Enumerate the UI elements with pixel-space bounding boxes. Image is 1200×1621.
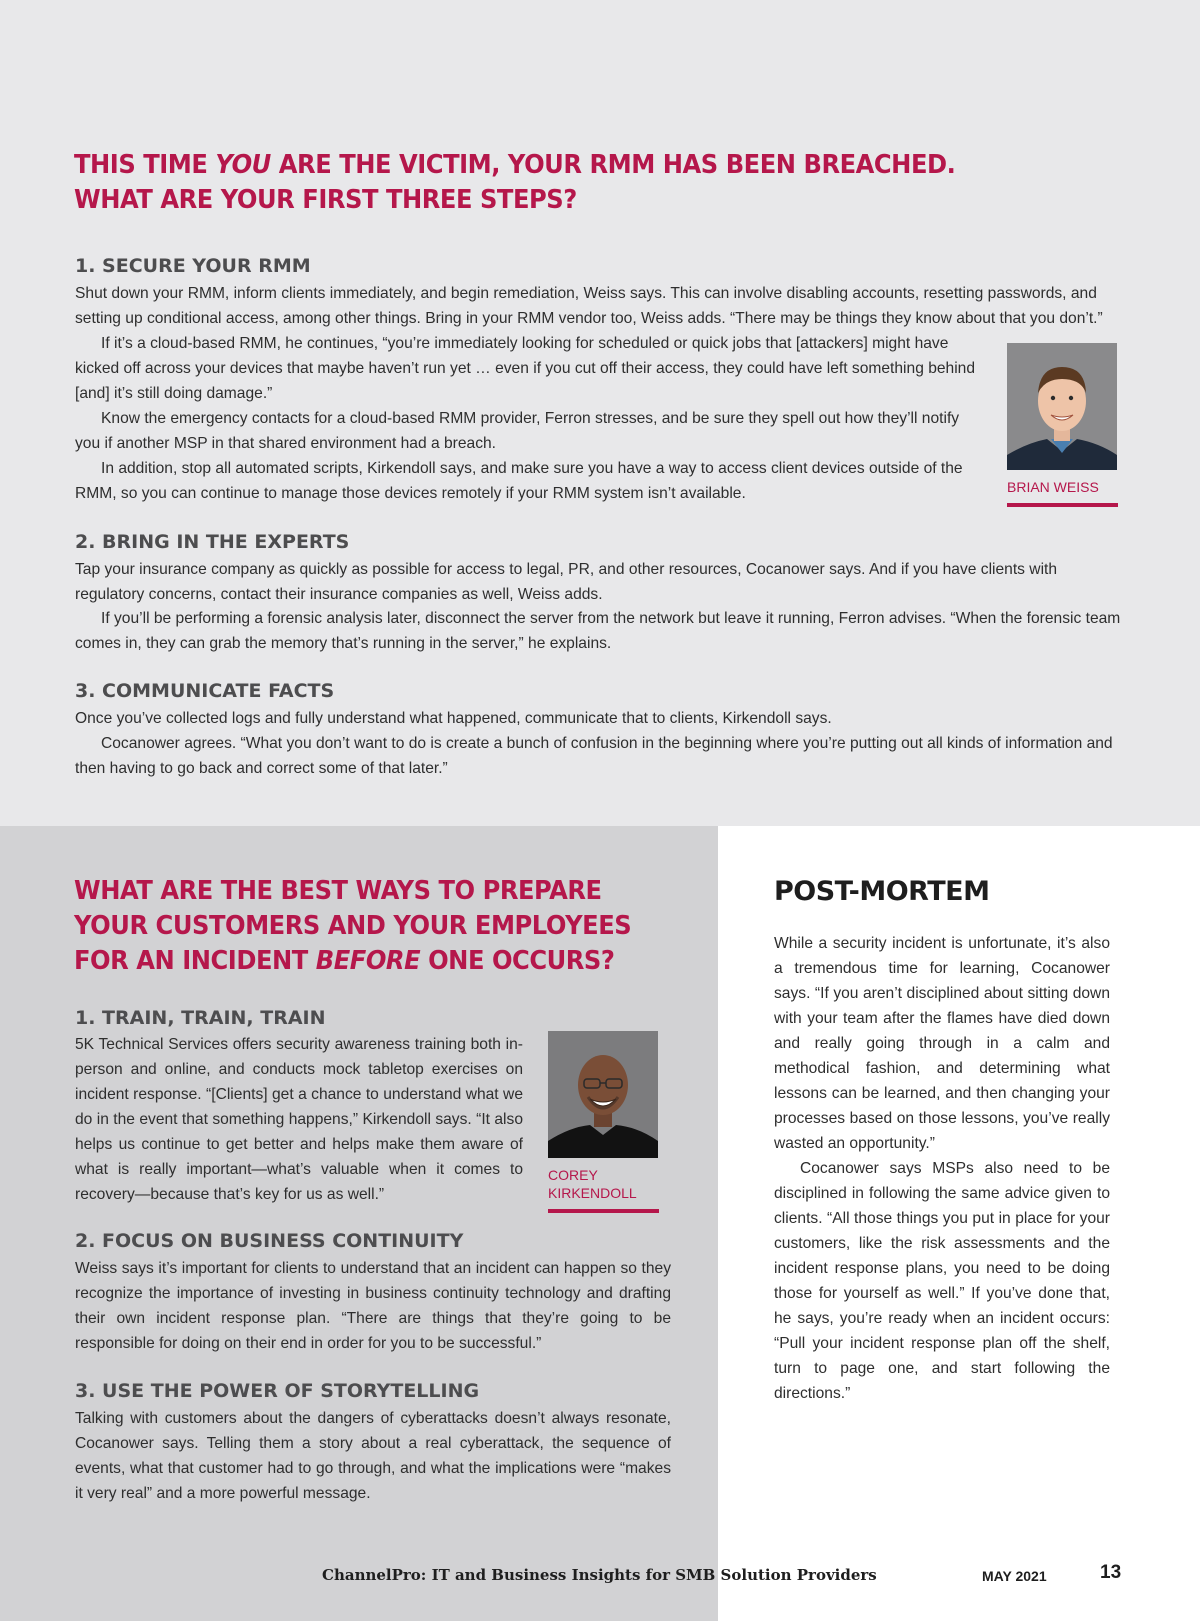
section2-step3-p1: Talking with customers about the dangers of cyberattacks doesn’t always resonate, Cocanower says. Telling them a story about a real cyberattack, the sequence of events, what that customer had to go through, and what the implications were “makes it very real” and a more powerful message. xyxy=(75,1410,671,1502)
section2-step1-heading: 1. TRAIN, TRAIN, TRAIN xyxy=(75,1007,326,1029)
section2-step3-heading: 3. USE THE POWER OF STORYTELLING xyxy=(75,1380,480,1402)
postmortem-p1: While a security incident is unfortunate, it’s also a tremendous time for learning, Cocanower says. “If you aren’t disciplined about sitting down with your team after the flames have died down and really going through in a calm and methodical fashion, and determining what lessons can be learned, and then changing your processes based on those lessons, you’ve really wasted an opportunity.” xyxy=(774,935,1110,1152)
section1-headline xyxy=(74,148,955,218)
corey-kirkendoll-caption-line1: COREY xyxy=(548,1167,598,1183)
corey-kirkendoll-caption-bar xyxy=(548,1209,659,1213)
section2-headline-line2: YOUR CUSTOMERS AND YOUR EMPLOYEES xyxy=(74,911,632,941)
brian-weiss-caption: BRIAN WEISS xyxy=(1007,479,1099,495)
section1-step1-p4: In addition, stop all automated scripts, Kirkendoll says, and make sure you have a way to access client devices outside of the RMM, so you can continue to manage those devices remotely if your RMM system isn’t available. xyxy=(75,460,963,502)
footer-date: MAY 2021 xyxy=(982,1568,1047,1584)
section1-headline-line2: WHAT ARE YOUR FIRST THREE STEPS? xyxy=(74,185,577,215)
footer-publication: ChannelPro: IT and Business Insights for SMB Solution Providers xyxy=(322,1566,877,1584)
section1-step3-p2: Cocanower agrees. “What you don’t want to do is create a bunch of confusion in the beginning where you’re putting out all kinds of information and then having to go back and correct some of that later.” xyxy=(75,735,1113,777)
section1-step2-p2: If you’ll be performing a forensic analysis later, disconnect the server from the network but leave it running, Ferron advises. “When the forensic team comes in, they can grab the memory that’s running in the server,” he explains. xyxy=(75,610,1121,652)
section1-step2-p1: Tap your insurance company as quickly as possible for access to legal, PR, and other resources, Cocanower says. And if you have clients with regulatory concerns, contact their insurance companies as well, Weiss adds. xyxy=(75,561,1058,603)
footer-page-number: 13 xyxy=(1100,1562,1122,1583)
corey-kirkendoll-caption xyxy=(548,1166,637,1202)
brian-weiss-photo xyxy=(1007,343,1117,470)
section1-step1-heading: 1. SECURE YOUR RMM xyxy=(75,255,311,277)
brian-weiss-portrait-icon xyxy=(1007,343,1117,470)
section1-step3-p1: Once you’ve collected logs and fully understand what happened, communicate that to clients, Kirkendoll says. xyxy=(75,710,832,727)
section2-headline-line1: WHAT ARE THE BEST WAYS TO PREPARE xyxy=(74,876,602,906)
section1-step1-p3: Know the emergency contacts for a cloud-based RMM provider, Ferron stresses, and be sure they spell out how they’ll notify you if another MSP in that shared environment had a breach. xyxy=(75,410,960,452)
section2-headline xyxy=(74,874,631,979)
section1-step3-heading: 3. COMMUNICATE FACTS xyxy=(75,680,335,702)
section2-step1-p1: 5K Technical Services offers security awareness training both in-person and online, and conducts mock tabletop exercises on incident response. “[Clients] get a chance to understand what we do in the event that something happens,” Kirkendoll says. “It also helps us continue to get better and helps make them aware of what is really important—what’s valuable when it comes to recovery—because that’s key for us as well.” xyxy=(75,1036,523,1203)
brian-weiss-caption-bar xyxy=(1007,503,1118,507)
corey-kirkendoll-photo xyxy=(548,1031,658,1158)
section1-step1-p1: Shut down your RMM, inform clients immediately, and begin remediation, Weiss says. This can involve disabling accounts, resetting passwords, and setting up conditional access, among other things. Bring in your RMM vendor too, Weiss adds. “There may be things they know about that you don’t.” xyxy=(75,285,1103,327)
postmortem-p2: Cocanower says MSPs also need to be disciplined in following the same advice given to clients. “All those things you put in place for your customers, like the risk assessments and the incident response plans, you need to be doing those for yourself as well.” If you’ve done that, he says, you’re ready when an incident occurs: “Pull your incident response plan off the shelf, turn to page one, and start following the directions.” xyxy=(774,1160,1110,1402)
corey-kirkendoll-caption-line2: KIRKENDOLL xyxy=(548,1185,637,1201)
postmortem-title: POST-MORTEM xyxy=(774,876,990,907)
section2-step2-p1: Weiss says it’s important for clients to understand that an incident can happen so they recognize the importance of investing in business continuity technology and drafting their own incident response plan. “There are things that they’re going to be responsible for doing on their end in order for you to be successful.” xyxy=(75,1260,671,1352)
section2-headline-line3: FOR AN INCIDENT BEFORE ONE OCCURS? xyxy=(74,946,615,976)
section1-step2-heading: 2. BRING IN THE EXPERTS xyxy=(75,531,350,553)
section2-step2-heading: 2. FOCUS ON BUSINESS CONTINUITY xyxy=(75,1230,464,1252)
corey-kirkendoll-portrait-icon xyxy=(548,1031,658,1158)
section1-headline-line1: THIS TIME YOU ARE THE VICTIM, YOUR RMM HAS BEEN BREACHED. xyxy=(74,150,956,180)
section1-step1-p2: If it’s a cloud-based RMM, he continues, “you’re immediately looking for scheduled or quick jobs that [attackers] might have kicked off across your devices that maybe haven’t run yet … even if you cut off their access, they could have left something behind [and] it’s still doing damage.” xyxy=(75,335,976,402)
